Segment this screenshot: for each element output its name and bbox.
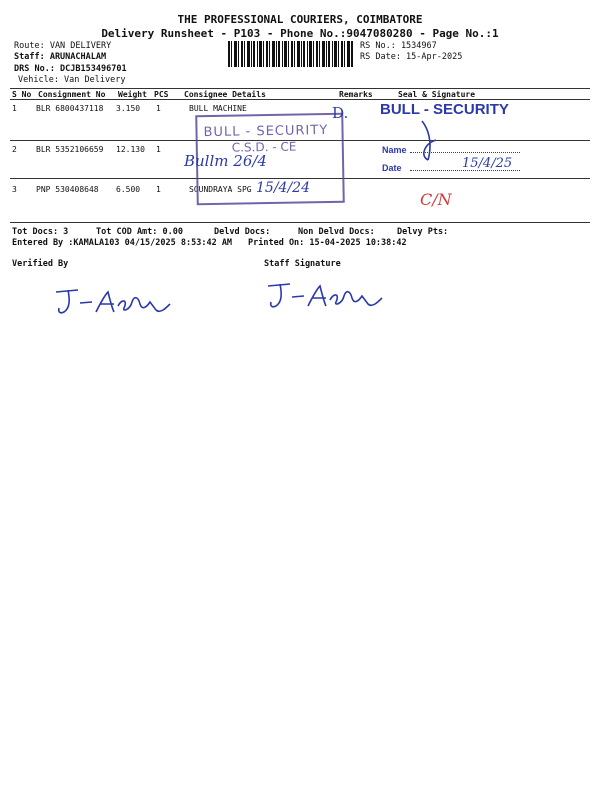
col-header-sno: S No (12, 90, 32, 99)
row3-consignment: PNP 530408648 (36, 185, 99, 194)
row3-consignee: SOUNDRAYA SPG (189, 185, 252, 194)
barcode (228, 41, 354, 67)
col-header-consignee: Consignee Details (184, 90, 266, 99)
delvy-pts: Delvy Pts: (397, 227, 449, 237)
row3-sno: 3 (12, 185, 17, 194)
company-title: THE PROFESSIONAL COURIERS, COIMBATORE (177, 13, 423, 26)
tot-docs: Tot Docs: 3 (12, 227, 69, 237)
tot-cod: Tot COD Amt: 0.00 (96, 227, 183, 237)
row2-sno: 2 (12, 145, 17, 154)
row2-handwritten-sign: Bullm 26/4 (184, 152, 267, 170)
entered-by: Entered By :KAMALA103 04/15/2025 8:53:42 AM (12, 238, 233, 248)
staff-signature (264, 280, 389, 312)
seal-handwritten-date: 15/4/25 (462, 156, 513, 171)
col-header-consignment: Consignment No (38, 90, 106, 99)
drs-number: DRS No.: DCJB153496701 (14, 64, 127, 74)
verified-by-label: Verified By (12, 259, 69, 269)
vehicle-info: Vehicle: Van Delivery (18, 75, 126, 85)
runsheet-line: Delivery Runsheet - P103 - Phone No.:9047080280 - Page No.:1 (101, 27, 499, 40)
row2-weight: 12.130 (116, 145, 145, 154)
col-header-weight: Weight (118, 90, 147, 99)
stamp-line-1: BULL - SECURITY (203, 122, 329, 141)
staff-info: Staff: ARUNACHALAM (14, 52, 107, 62)
seal-name-label: Name (382, 145, 407, 155)
col-header-seal: Seal & Signature (398, 90, 476, 99)
row1-sno: 1 (12, 104, 17, 113)
seal-date-label: Date (382, 163, 402, 173)
col-header-pcs: PCS (154, 90, 169, 99)
seal-signature (410, 116, 450, 166)
verified-by-signature (52, 286, 177, 318)
row3-pcs: 1 (156, 185, 161, 194)
row1-consignee: BULL MACHINE (189, 104, 247, 113)
staff-signature-label: Staff Signature (264, 259, 341, 269)
rs-number: RS No.: 1534967 (360, 41, 437, 51)
table-top-rule (10, 88, 590, 89)
remark-mark: D. (332, 104, 349, 122)
row3-handwritten-date: 15/4/24 (256, 180, 310, 196)
printed-on: Printed On: 15-04-2025 10:38:42 (248, 238, 407, 248)
table-bottom-rule (10, 222, 590, 223)
stamp-line-2: C.S.D. - CE (231, 139, 297, 155)
col-header-remarks: Remarks (339, 90, 373, 99)
seal-title: BULL - SECURITY (380, 101, 509, 118)
row2-pcs: 1 (156, 145, 161, 154)
cin-mark: C/N (420, 190, 452, 209)
row2-consignment: BLR 5352106659 (36, 145, 104, 154)
non-delvd-docs: Non Delvd Docs: (298, 227, 375, 237)
row1-consignment: BLR 6800437118 (36, 104, 104, 113)
route-info: Route: VAN DELIVERY (14, 41, 112, 51)
rs-date: RS Date: 15-Apr-2025 (360, 52, 463, 62)
row1-pcs: 1 (156, 104, 161, 113)
delvd-docs: Delvd Docs: (214, 227, 271, 237)
row1-weight: 3.150 (116, 104, 141, 113)
row3-weight: 6.500 (116, 185, 141, 194)
table-header-rule (10, 99, 590, 100)
